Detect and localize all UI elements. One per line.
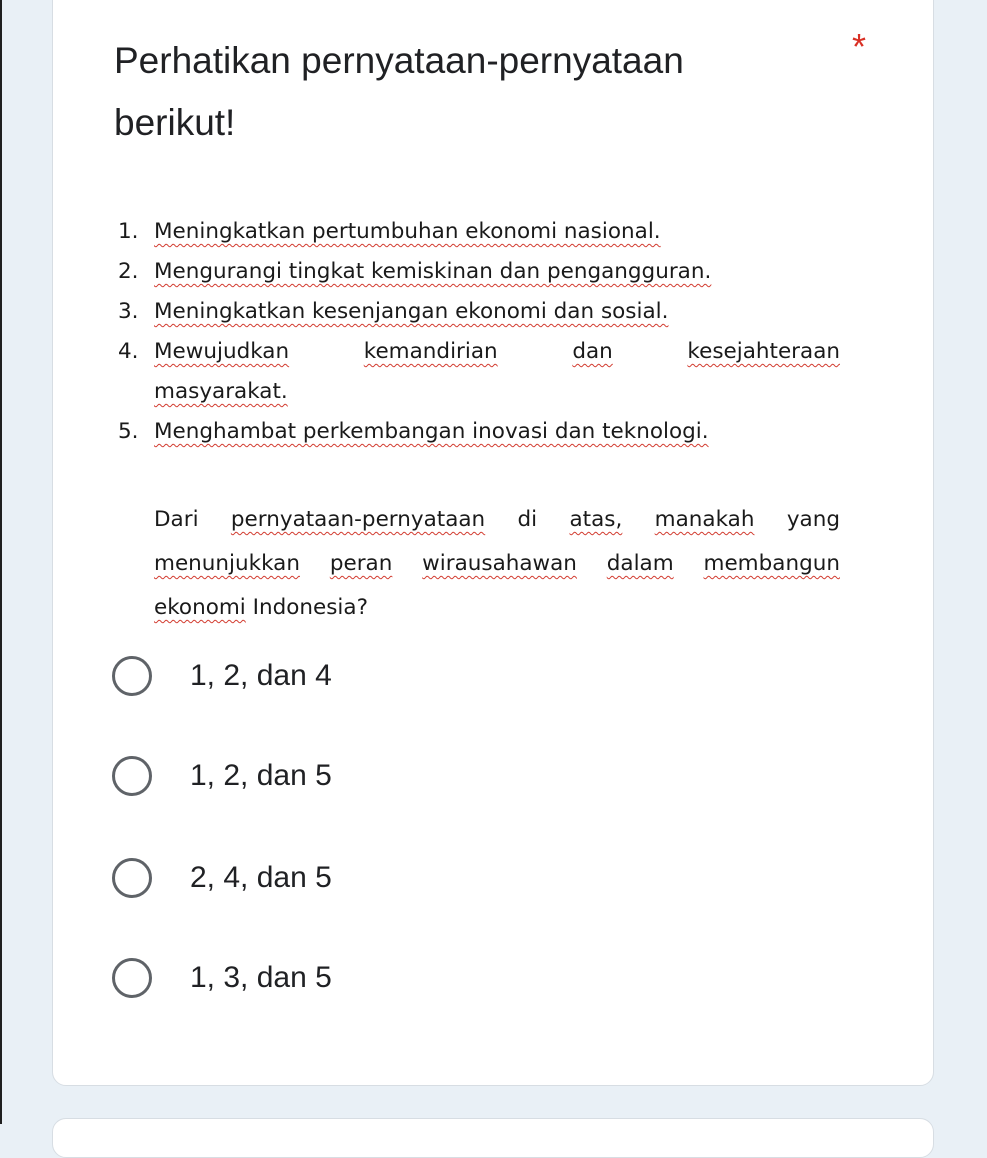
prompt-word: ekonomi <box>154 595 246 620</box>
statement-text: Meningkatkan kesenjangan ekonomi dan sosial. <box>154 299 669 324</box>
option-label: 1, 3, dan 5 <box>190 961 332 994</box>
prompt-word: menunjukkan <box>154 551 300 576</box>
statement-line: masyarakat. <box>154 379 288 404</box>
prompt-word: atas, <box>569 507 623 532</box>
statement-list <box>118 212 840 452</box>
statement-line <box>154 332 840 372</box>
question-prompt <box>154 498 840 630</box>
prompt-word: yang <box>786 507 840 532</box>
statement-word: kemandirian <box>363 339 498 364</box>
prompt-word: manakah <box>654 507 755 532</box>
radio-button-icon[interactable] <box>112 858 152 898</box>
statement-number: 2. <box>118 259 139 284</box>
radio-button-icon[interactable] <box>112 656 152 696</box>
statement-number: 1. <box>118 219 139 244</box>
radio-button-icon[interactable] <box>112 756 152 796</box>
prompt-line <box>154 498 840 542</box>
statement-item <box>118 252 840 292</box>
statement-number: 4. <box>118 339 139 364</box>
statement-text: Menghambat perkembangan inovasi dan teknologi. <box>154 419 709 444</box>
required-asterisk: * <box>852 26 867 67</box>
statement-text: Mengurangi tingkat kemiskinan dan pengangguran. <box>154 259 712 284</box>
answer-option-3[interactable] <box>112 848 332 908</box>
answer-option-1[interactable] <box>112 646 332 706</box>
prompt-word: peran <box>329 551 393 576</box>
statement-item <box>118 412 840 452</box>
statement-word: Mewujudkan <box>154 339 290 364</box>
answer-option-4[interactable] <box>112 948 332 1008</box>
prompt-word: pernyataan-pernyataan <box>230 507 486 532</box>
option-label: 2, 4, dan 5 <box>190 861 332 894</box>
prompt-word: Indonesia? <box>252 595 368 620</box>
answer-option-2[interactable] <box>112 746 332 806</box>
prompt-line <box>154 542 840 586</box>
prompt-word: di <box>517 507 538 532</box>
statement-word: kesejahteraan <box>687 339 840 364</box>
prompt-line <box>154 586 840 630</box>
statement-item <box>118 212 840 252</box>
statement-word: dan <box>572 339 613 364</box>
radio-button-icon[interactable] <box>112 958 152 998</box>
statement-number: 5. <box>118 419 139 444</box>
next-question-card <box>52 1118 934 1158</box>
window-edge <box>0 0 2 1124</box>
prompt-word: wirausahawan <box>422 551 577 576</box>
prompt-word: membangun <box>703 551 840 576</box>
option-label: 1, 2, dan 4 <box>190 659 332 692</box>
statement-text: Meningkatkan pertumbuhan ekonomi nasional. <box>154 219 661 244</box>
statement-number: 3. <box>118 299 139 324</box>
statement-item <box>118 332 840 412</box>
prompt-word: dalam <box>606 551 674 576</box>
question-title: Perhatikan pernyataan-pernyataan berikut! <box>114 40 684 143</box>
prompt-word: Dari <box>154 507 199 532</box>
option-label: 1, 2, dan 5 <box>190 759 332 792</box>
statement-item <box>118 292 840 332</box>
